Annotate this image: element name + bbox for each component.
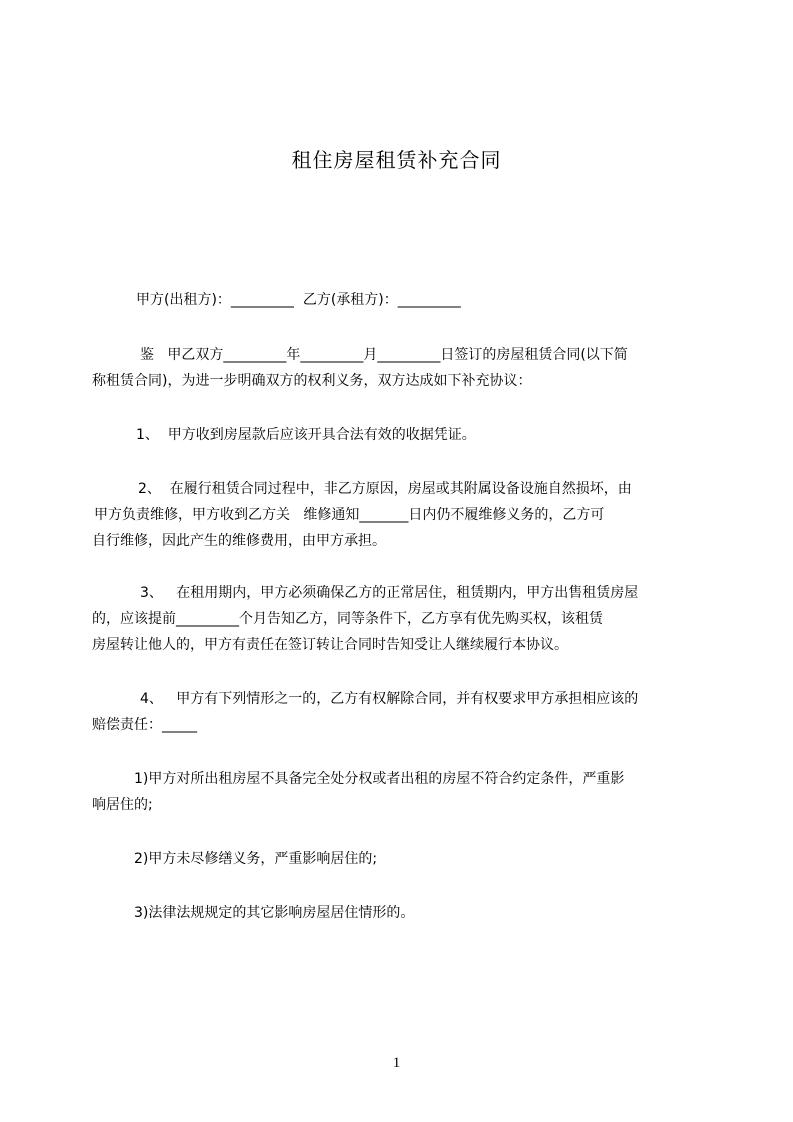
- clause-4-line-1: 4、 甲方有下列情形之一的，乙方有权解除合同，并有权要求甲方承担相应该的: [140, 691, 639, 707]
- clause-3-line-2: 的，应该提前_________个月告知乙方，同等条件下，乙方享有优先购买权，该租赁: [92, 611, 603, 627]
- clause-2-line-1: 2、 在履行租赁合同过程中，非乙方原因，房屋或其附属设备设施自然损坏，由: [138, 481, 632, 497]
- clause-1-line-1: 1、 甲方收到房屋款后应该开具合法有效的收据凭证。: [136, 427, 476, 443]
- clause-3-line-1: 3、 在租用期内，甲方必须确保乙方的正常居住，租赁期内，甲方出售租赁房屋: [140, 585, 639, 601]
- clause-2-line-3: 自行维修，因此产生的维修费用，由甲方承担。: [92, 533, 386, 549]
- clause-3-line-3: 房屋转让他人的，甲方有责任在签订转让合同时告知受让人继续履行本协议。: [92, 637, 568, 653]
- clause-2-line-2: 甲方负责维修，甲方收到乙方关 维修通知_______日内仍不履维修义务的，乙方可: [94, 507, 605, 523]
- item-1-line-2: 响居住的;: [92, 797, 153, 813]
- preamble-line-2: 称租赁合同)，为进一步明确双方的权利义务，双方达成如下补充协议：: [92, 373, 532, 389]
- parties-line: 甲方(出租方)：_________ 乙方(承租方)：_________: [136, 292, 461, 308]
- document-title: 租住房屋租赁补充合同: [291, 148, 502, 172]
- item-3-line-1: 3)法律法规规定的其它影响房屋居住情形的。: [134, 905, 415, 921]
- page-number: 1: [392, 1055, 401, 1071]
- preamble-line-1: 鉴 甲乙双方_________年_________月_________日签订的房屋租赁合同(以下简: [140, 347, 628, 363]
- item-1-line-1: 1)甲方对所出租房屋不具备完全处分权或者出租的房屋不符合约定条件，严重影: [134, 771, 625, 787]
- item-2-line-1: 2)甲方未尽修缮义务，严重影响居住的;: [134, 851, 378, 867]
- clause-4-line-2: 赔偿责任：_____: [92, 717, 197, 733]
